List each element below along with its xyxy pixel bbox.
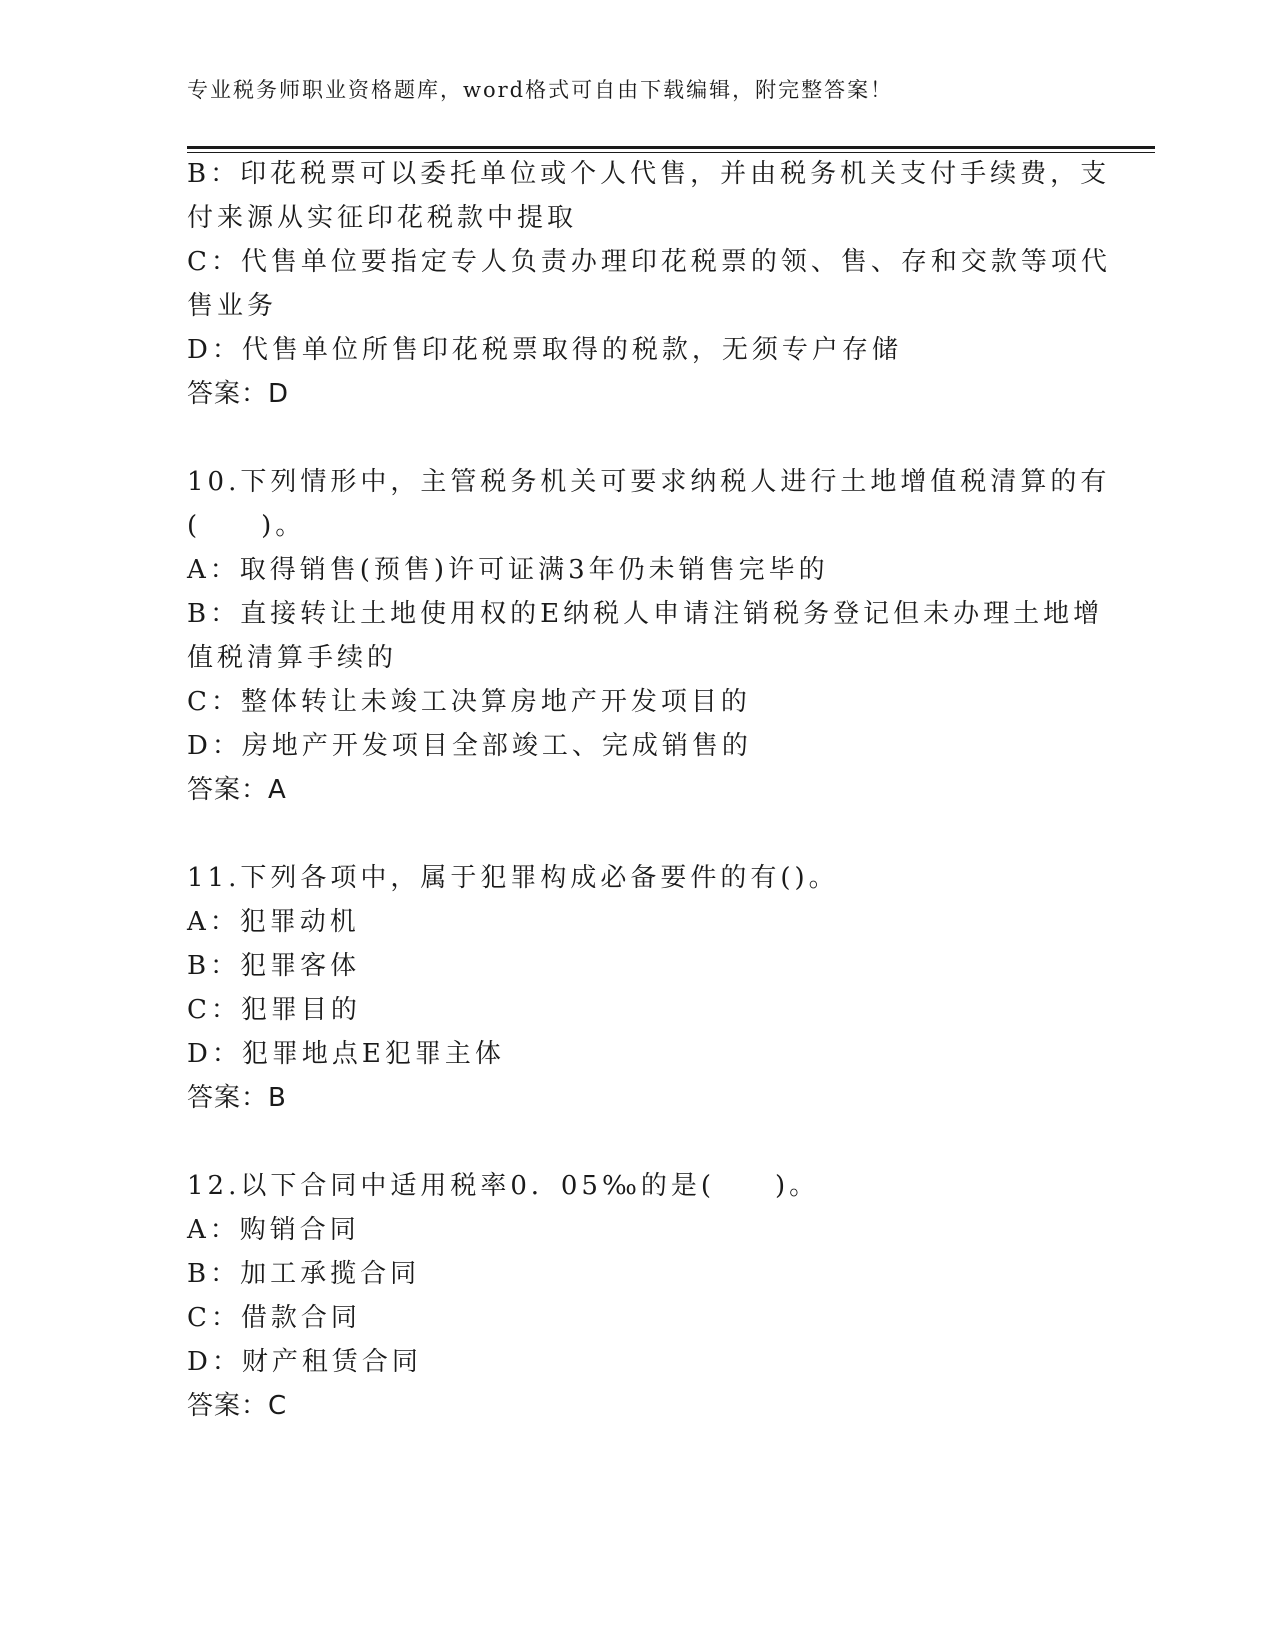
header-rule-thick	[187, 146, 1155, 149]
q12-option-c: C：借款合同	[187, 1303, 361, 1333]
q10-answer: 答案：A	[187, 775, 287, 805]
q11-option-a: A：犯罪动机	[187, 907, 360, 937]
q10-stem-line2: ( )。	[187, 511, 306, 541]
q10-option-d: D：房地产开发项目全部竣工、完成销售的	[187, 731, 752, 761]
q9-option-d: D：代售单位所售印花税票取得的税款，无须专户存储	[187, 335, 902, 365]
q9-option-b-line1: B：印花税票可以委托单位或个人代售，并由税务机关支付手续费，支	[187, 159, 1111, 189]
q12-option-b: B：加工承揽合同	[187, 1259, 421, 1289]
q11-option-d: D：犯罪地点E犯罪主体	[187, 1039, 505, 1069]
q9-answer: 答案：D	[187, 379, 290, 409]
q12-stem: 12.以下合同中适用税率0．05‰的是( )。	[187, 1171, 820, 1201]
q9-option-c-line1: C：代售单位要指定专人负责办理印花税票的领、售、存和交款等项代	[187, 247, 1111, 277]
q11-answer: 答案：B	[187, 1083, 287, 1113]
q10-option-c: C：整体转让未竣工决算房地产开发项目的	[187, 687, 751, 717]
q12-answer: 答案：C	[187, 1391, 288, 1421]
q10-option-a: A：取得销售(预售)许可证满3年仍未销售完毕的	[187, 555, 829, 585]
q10-stem-line1: 10.下列情形中，主管税务机关可要求纳税人进行土地增值税清算的有	[187, 467, 1111, 497]
q9-option-b-line2: 付来源从实征印花税款中提取	[187, 203, 578, 233]
q10-option-b-line2: 值税清算手续的	[187, 643, 398, 673]
page-header: 专业税务师职业资格题库，word格式可自由下载编辑，附完整答案！	[187, 78, 894, 102]
q11-option-c: C：犯罪目的	[187, 995, 361, 1025]
q12-option-d: D：财产租赁合同	[187, 1347, 422, 1377]
q10-option-b-line1: B：直接转让土地使用权的E纳税人申请注销税务登记但未办理土地增	[187, 599, 1104, 629]
header-rule-thin	[187, 152, 1155, 153]
q12-option-a: A：购销合同	[187, 1215, 360, 1245]
q9-option-c-line2: 售业务	[187, 291, 278, 321]
q11-option-b: B：犯罪客体	[187, 951, 361, 981]
q11-stem: 11.下列各项中，属于犯罪构成必备要件的有()。	[187, 863, 839, 893]
